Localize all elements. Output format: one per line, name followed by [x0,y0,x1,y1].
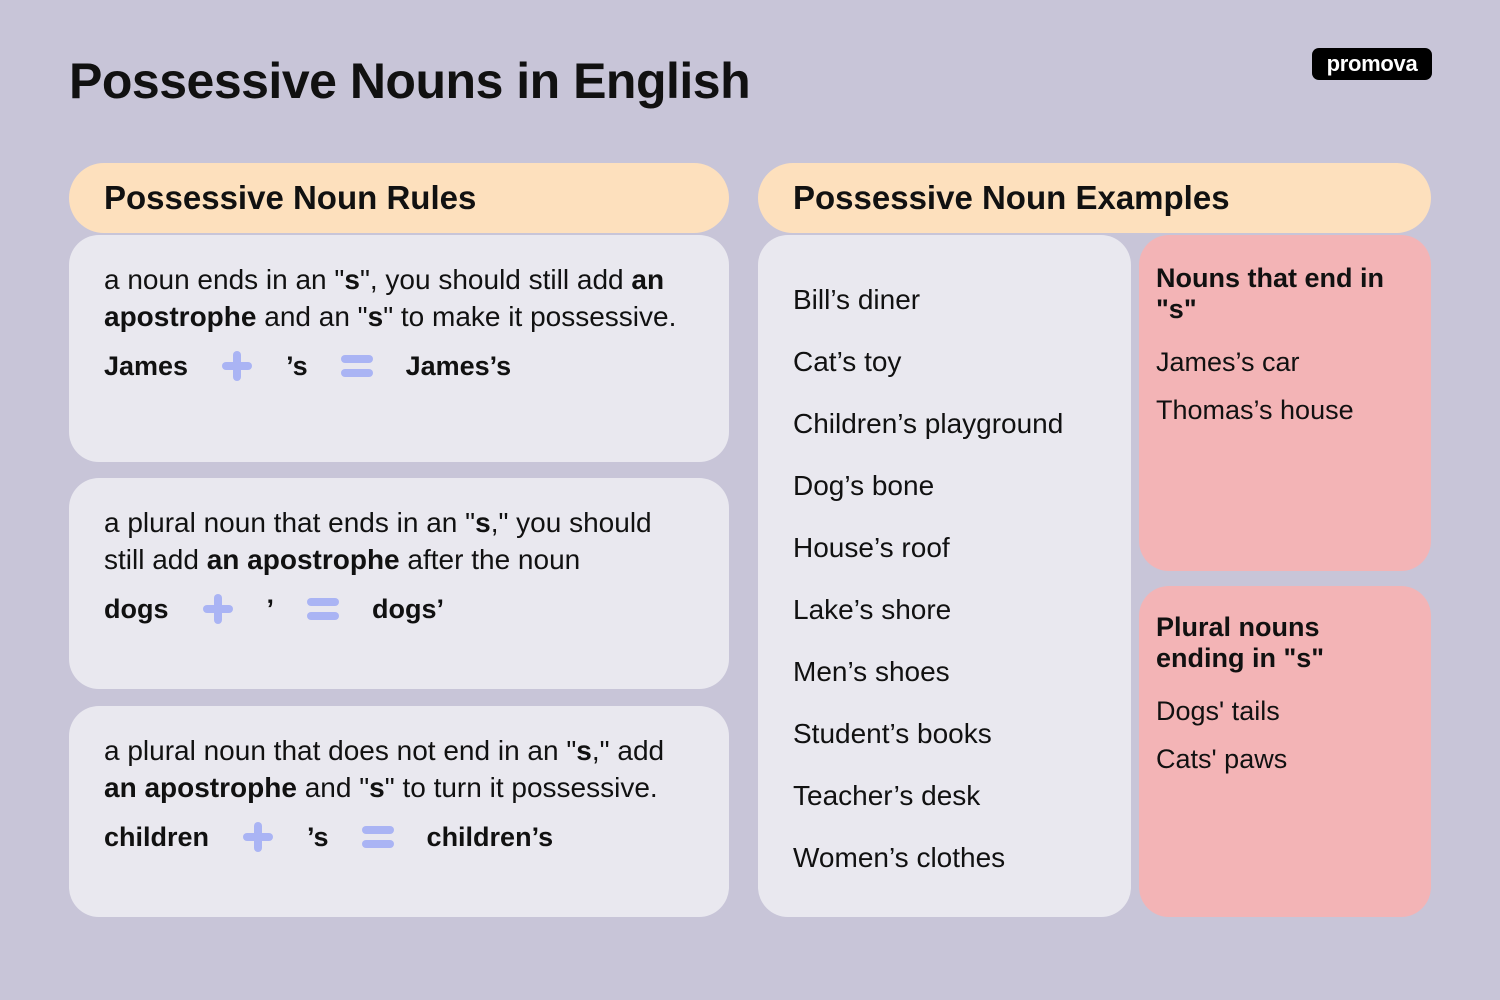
rule-text-bold: s [576,735,592,766]
formula-base: James [104,350,189,381]
rule-card-1 [69,235,729,462]
rule-text-segment: a noun ends in an " [104,264,345,295]
example-item: Children’s playground [793,408,1064,439]
example-item: House’s roof [793,532,950,563]
example-item: Men’s shoes [793,656,950,687]
examples-card [758,235,1131,917]
side-card-item: James’s car [1156,347,1300,377]
formula-base: dogs [104,593,169,624]
rule-text [104,504,694,578]
rule-card-3 [69,706,729,917]
plural-nouns-card [1139,586,1431,917]
examples-header: Possessive Noun Examples [758,163,1431,233]
nouns-ending-s-card [1139,235,1431,571]
rule-text-segment: a plural noun that ends in an " [104,507,476,538]
formula-result: dogs’ [372,593,445,624]
rule-text-bold: an apostrophe [104,264,665,332]
example-item: Student’s books [793,718,992,749]
side-card-item: Thomas’s house [1156,395,1354,425]
side-card-item: Cats' paws [1156,744,1288,774]
rule-text-bold: an apostrophe [206,544,400,575]
rule-text-bold: s [367,301,384,332]
example-item: Women’s clothes [793,842,1006,873]
example-item: Teacher’s desk [793,780,981,811]
rule-text [104,261,694,335]
equals-icon [306,592,340,626]
rule-text-segment: a plural noun that does not end in an " [104,735,577,766]
formula [104,820,694,854]
formula-result: children’s [426,821,554,852]
rule-text-segment: ," add [591,735,665,766]
formula [104,349,694,383]
example-item: Dog’s bone [793,470,935,501]
plus-icon [241,820,275,854]
page-title: Possessive Nouns in English [69,53,751,109]
rule-text-segment: ", you should still add [359,264,632,295]
rule-text-segment: ," you should still add [104,507,652,575]
rule-text-bold: s [475,507,491,538]
side-card-item: Dogs' tails [1156,696,1280,726]
rule-text-segment: " to turn it possessive. [384,772,658,803]
formula-suffix: ’ [266,593,275,624]
rule-text-segment: " to make it possessive. [383,301,677,332]
rule-card-2 [69,478,729,689]
rule-text-bold: an apostrophe [104,772,297,803]
example-item: Bill’s diner [793,284,921,315]
examples-list [793,283,1131,903]
example-item: Lake’s shore [793,594,952,625]
promova-logo: promova [1312,48,1432,80]
plus-icon [220,349,254,383]
side-card-title: Nouns that end in "s" [1156,263,1384,324]
formula-suffix: ’s [307,821,329,852]
example-item: Cat’s toy [793,346,902,377]
rule-text-segment: after the noun [399,544,581,575]
formula-suffix: ’s [286,350,308,381]
side-card-list [1156,345,1413,441]
side-card-title: Plural nouns ending in "s" [1156,612,1325,673]
rule-text-segment: and an " [256,301,368,332]
formula-result: James’s [405,350,512,381]
rule-text-bold: s [344,264,360,295]
equals-icon [340,349,374,383]
rule-text-bold: s [369,772,385,803]
rule-text-segment: and " [296,772,370,803]
formula [104,592,694,626]
rules-header: Possessive Noun Rules [69,163,729,233]
plus-icon [201,592,235,626]
rule-text [104,732,694,806]
formula-base: children [104,821,210,852]
equals-icon [361,820,395,854]
side-card-list [1156,694,1413,790]
